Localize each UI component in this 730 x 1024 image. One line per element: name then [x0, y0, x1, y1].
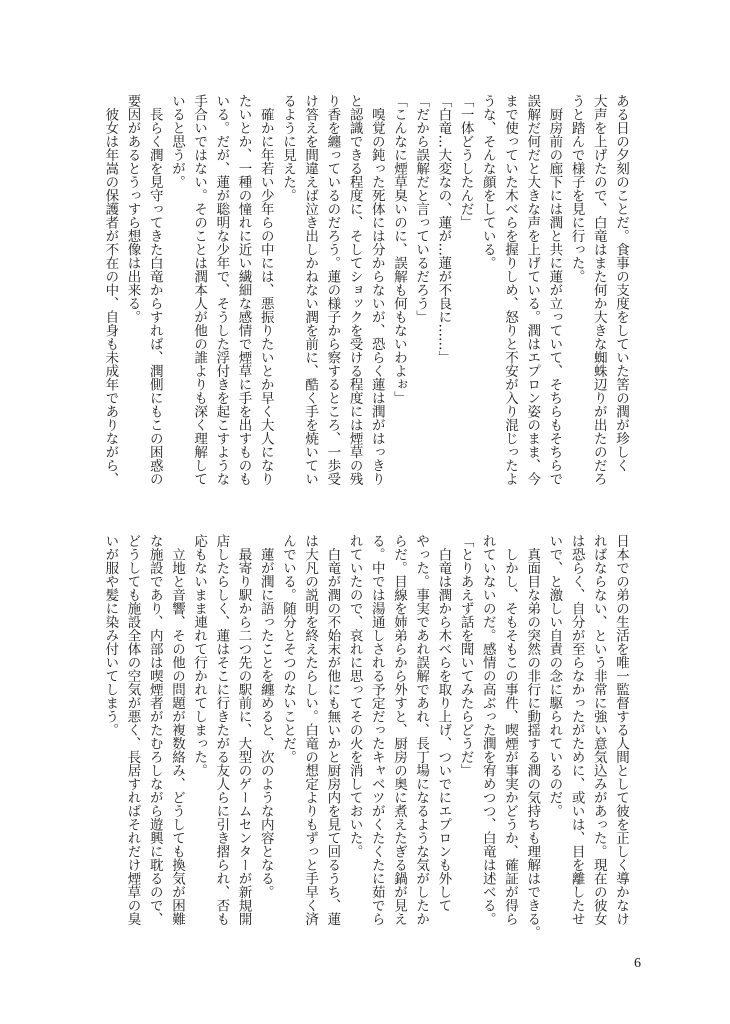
text-column: 「こんなに煙草臭いのに、誤解も何もないわよぉ」 — [390, 94, 407, 405]
text-column: ればならない、という非常に強い意気込みがあった。現在の彼女 — [590, 534, 607, 926]
text-column: いると思うが。 — [168, 94, 185, 189]
text-column: 日本での弟の生活を唯一監督する人間として彼を正しく導かなけ — [613, 534, 629, 926]
text-column: 白竜は潤から木べらを取り上げ、ついでにエプロンも外して — [435, 534, 452, 912]
text-column: 白竜が潤の不始末が他にも無いかと厨房内を見て回るうち、蓮 — [324, 534, 341, 926]
text-column: 厨房前の廊下には潤と共に蓮が立っていて、そちらもそちらで — [546, 94, 563, 486]
text-column: 誤解だ何だと大きな声を上げている。潤はエプロン姿のまま、今 — [524, 94, 541, 486]
text-column: な施設であり、内部は喫煙者がたむろしながら遊興に耽るので、 — [146, 534, 163, 926]
text-column: れていたので、哀れに思ってその火を消しておいた。 — [346, 534, 363, 858]
text-column: やった。事実であれ誤解であれ、長丁場になるような気がしたか — [413, 534, 430, 926]
text-column: 彼女は年嵩の保護者が不在の中、自身も未成年でありながら、 — [102, 94, 119, 486]
text-column: は恐らく、自分が至らなかったがために、或いは、目を離したせ — [568, 534, 585, 926]
text-column: 蓮が潤に語ったことを纏めると、次のような内容となる。 — [257, 534, 274, 899]
text-column: 手合いではない。そのことは潤本人が他の誰よりも深く理解して — [191, 94, 208, 486]
text-column: 「一体どうしたんだ」 — [457, 94, 474, 229]
page-number: 6 — [634, 956, 641, 971]
text-column: 真面目な弟の突然の非行に動揺する潤の気持ちも理解はできる。 — [524, 534, 541, 939]
text-column: んでいる。随分とそつのないことだ。 — [279, 534, 296, 764]
text-column: 嗅覚の鈍った死体には分からないが、恐らく蓮は潤がはっきり — [368, 94, 385, 486]
text-column: らだ。目線を姉弟らから外すと、厨房の奥に煮えたぎる鍋が見え — [390, 534, 407, 926]
text-column: どうしても施設全体の空気が悪く、長居すればそれだけ煙草の臭 — [124, 534, 141, 926]
text-block-top — [99, 94, 632, 494]
text-column: 立地と音響、その他の問題が複数絡み、どうしても換気が困難 — [168, 534, 185, 926]
text-column: 要因があるとうっすら想像は出来る。 — [124, 94, 141, 324]
text-column: は大凡の説明を終えたらしい。白竜の想定よりもずっと手早く済 — [302, 534, 319, 926]
text-column: 「白竜…大変なの、蓮が…蓮が不良に……」 — [435, 94, 452, 364]
text-column: 確かに年若い少年らの中には、悪振りたいとか早く大人になり — [257, 94, 274, 486]
text-column: 最寄り駅から二つ先の駅前に、大型のゲームセンターが新規開 — [235, 534, 252, 926]
text-column: 長らく潤を見守ってきた白竜からすれば、潤側にもこの困惑の — [146, 94, 163, 486]
text-column: り香を纏っているのだろう。蓮の様子から察するところ、一歩受 — [324, 94, 341, 486]
text-column: 店したらしく、蓮はそこに行きたがる友人らに引き摺られ、否も — [213, 534, 230, 926]
text-column: ある日の夕刻のことだ。食事の支度をしていた筈の潤が珍しく — [613, 94, 629, 472]
text-column: る。中では湯通しされる予定だったキャベツがくたくたに茹でら — [368, 534, 385, 926]
text-column: け答えを間違えば泣き出しかねない潤を前に、酷く手を焼いてい — [302, 94, 319, 486]
text-column: 「とりあえず話を聞いてみたらどうだ」 — [457, 534, 474, 777]
text-column: しかし、そもそもこの事件、喫煙が事実かどうか、確証が得ら — [501, 534, 518, 926]
text-block-bottom — [99, 534, 632, 939]
text-column: うな、そんな顔をしている。 — [479, 94, 496, 270]
text-column: たいとか、一種の憧れに近い繊細な感情で煙草に手を出すものも — [235, 94, 252, 486]
text-column: うと踏んで様子を見に行った。 — [568, 94, 585, 283]
text-column: いが服や髪に染み付いてしまう。 — [102, 534, 119, 737]
text-column: るように見えた。 — [279, 94, 296, 202]
text-column: れていないのだ。感情の高ぶった潤を宥めつつ、白竜は述べる。 — [479, 534, 496, 926]
text-column: 応もないまま連れて行かれてしまった。 — [191, 534, 208, 777]
text-column: 大声を上げたので、白竜はまた何か大きな蜘蛛辺りが出たのだろ — [590, 94, 607, 486]
text-column: いる。だが、蓮が聡明な少年で、そうした浮付きを起こすような — [213, 94, 230, 486]
text-column: と認識できる程度に、そしてショックを受ける程度には煙草の残 — [346, 94, 363, 486]
text-column: 「だから誤解だと言っているだろう」 — [413, 94, 430, 324]
text-column: いで、と激しい自責の念に駆られているのだ。 — [546, 534, 563, 818]
text-column: まで使っていた木べらを握りしめ、怒りと不安が入り混じったよ — [501, 94, 518, 486]
